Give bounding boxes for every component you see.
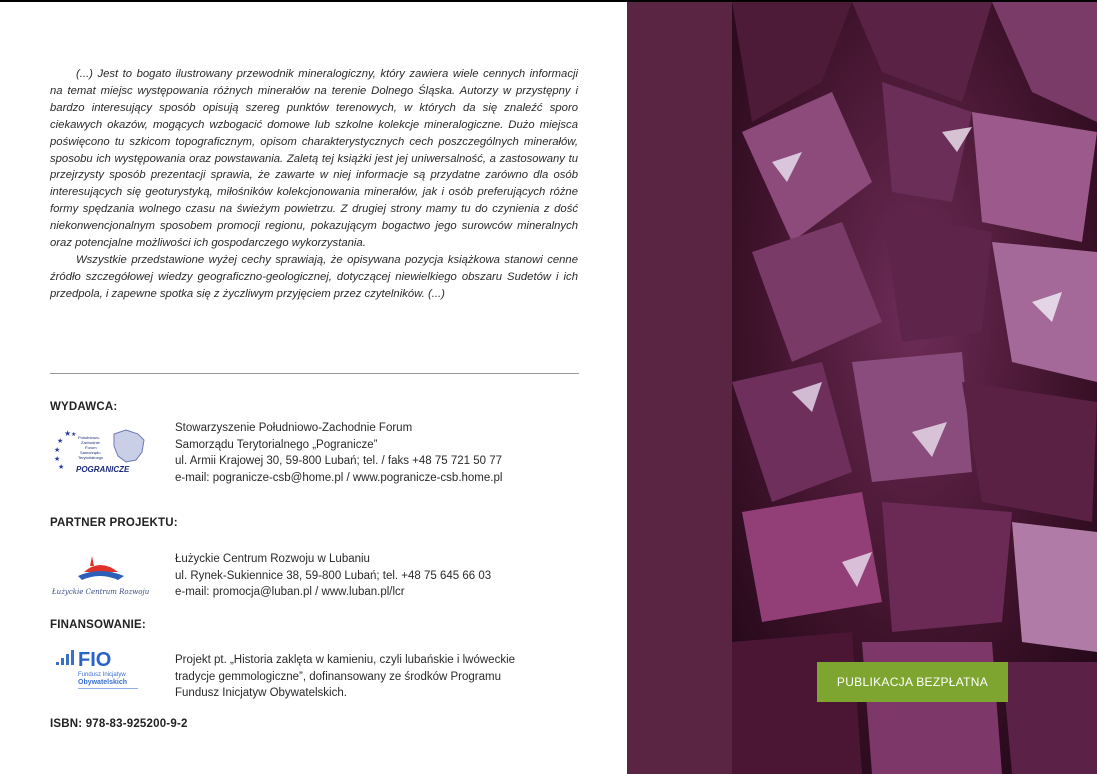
publisher-contact: e-mail: pogranicze-csb@home.pl / www.pogranicze-csb.home.pl	[175, 471, 503, 484]
funding-line-3: Fundusz Inicjatyw Obywatelskich.	[175, 687, 347, 700]
svg-text:★: ★	[71, 431, 77, 438]
partner-info	[175, 551, 491, 601]
svg-text:★: ★	[64, 429, 72, 438]
svg-text:POGRANICZE: POGRANICZE	[76, 465, 130, 474]
review-paragraph-1: (...) Jest to bogato ilustrowany przewodnik mineralogiczny, który zawiera wiele cennych informacji na temat miejsc występowania różnych minerałów na terenie Dolnego Śląska. Autorzy w przystępny i bardzo interesujący sposób opisują szereg punktów terenowych, w których da się znaleźć sporo ciekawych okazów, mogących wzbogacić domowe lub szkolne kolekcje mineralogiczne. Dużo miejsca poświęcono tu szkicom topograficznym, opisom charakterystycznych cech poszczególnych minerałów, sposobu ich występowania oraz powstawania. Zaletą tej książki jest jej uniwersalność, a zastosowany tu przejrzysty sposób prezentacji sprawia, że zawarte w niej informacje są przydatne zarówno dla osób interesujących się geoturystyką, miłośników kolekcjonowania minerałów, jak i osób preferujących różne formy spędzania wolnego czasu na świeżym powietrzu. Z drugiej strony mamy tu do czynienia z dość niekonwencjonalnym sposobem promocji regionu, pokazującym bogactwo jego surowców mineralnych oraz potencjalne możliwości ich gospodarczego wykorzystania.	[50, 68, 578, 250]
partner-label: PARTNER PROJEKTU:	[50, 517, 178, 529]
pogranicze-logo	[52, 426, 148, 478]
funding-line-2: tradycje gemmologiczne”, dofinansowany ze środków Programu	[175, 670, 501, 683]
svg-text:Południowo-: Południowo-	[78, 435, 101, 440]
publisher-name-1: Stowarzyszenie Południowo-Zachodnie Forum	[175, 422, 413, 434]
svg-text:Samorządu: Samorządu	[80, 450, 101, 455]
svg-text:★: ★	[54, 446, 61, 454]
partner-contact: e-mail: promocja@luban.pl / www.luban.pl/lcr	[175, 586, 405, 599]
review-paragraph-2: Wszystkie przedstawione wyżej cechy sprawiają, że opisywana pozycja książkowa stanowi cenne źródło szczegółowej wiedzy geograficzno-geologicznej, dotyczącej niewielkiego obszaru Sudetów i ich przedpola, i zapewne spotka się z życzliwym przyjęciem przez czytelników. (...)	[50, 253, 578, 300]
funding-line-1: Projekt pt. „Historia zaklęta w kamieniu, czyli lubańskie i lwóweckie	[175, 654, 516, 666]
funding-info	[175, 652, 515, 702]
svg-text:Fundusz Inicjatyw: Fundusz Inicjatyw	[78, 672, 126, 678]
crystal-photo	[732, 2, 1097, 774]
lcr-logo	[48, 548, 160, 600]
publisher-name-2: Samorządu Terytorialnego „Pogranicze”	[175, 438, 378, 451]
publisher-label: WYDAWCA:	[50, 401, 118, 413]
publisher-info	[175, 420, 502, 486]
svg-text:★: ★	[58, 463, 65, 471]
svg-text:Forum: Forum	[85, 445, 97, 450]
svg-text:Zachodnie: Zachodnie	[81, 440, 100, 445]
divider	[50, 373, 579, 374]
svg-text:Obywatelskich: Obywatelskich	[78, 679, 128, 686]
svg-text:Łużyckie Centrum Rozwoju: Łużyckie Centrum Rozwoju	[52, 588, 150, 596]
svg-text:★: ★	[54, 455, 61, 463]
purple-band	[627, 2, 732, 774]
funding-label: FINANSOWANIE:	[50, 619, 146, 631]
publisher-address: ul. Armii Krajowej 30, 59-800 Lubań; tel. / faks +48 75 721 50 77	[175, 455, 503, 468]
svg-text:FIO: FIO	[78, 649, 112, 671]
svg-text:Terytorialnego: Terytorialnego	[78, 455, 104, 460]
svg-text:★: ★	[57, 437, 64, 445]
partner-address: ul. Rynek-Sukiennice 38, 59-800 Lubań; tel. +48 75 645 66 03	[175, 569, 492, 582]
free-publication-badge: PUBLIKACJA BEZPŁATNA	[817, 662, 1008, 702]
review-quote	[50, 66, 578, 303]
partner-name: Łużyckie Centrum Rozwoju w Lubaniu	[175, 553, 370, 565]
isbn: ISBN: 978-83-925200-9-2	[50, 718, 188, 730]
fio-logo	[54, 646, 146, 698]
